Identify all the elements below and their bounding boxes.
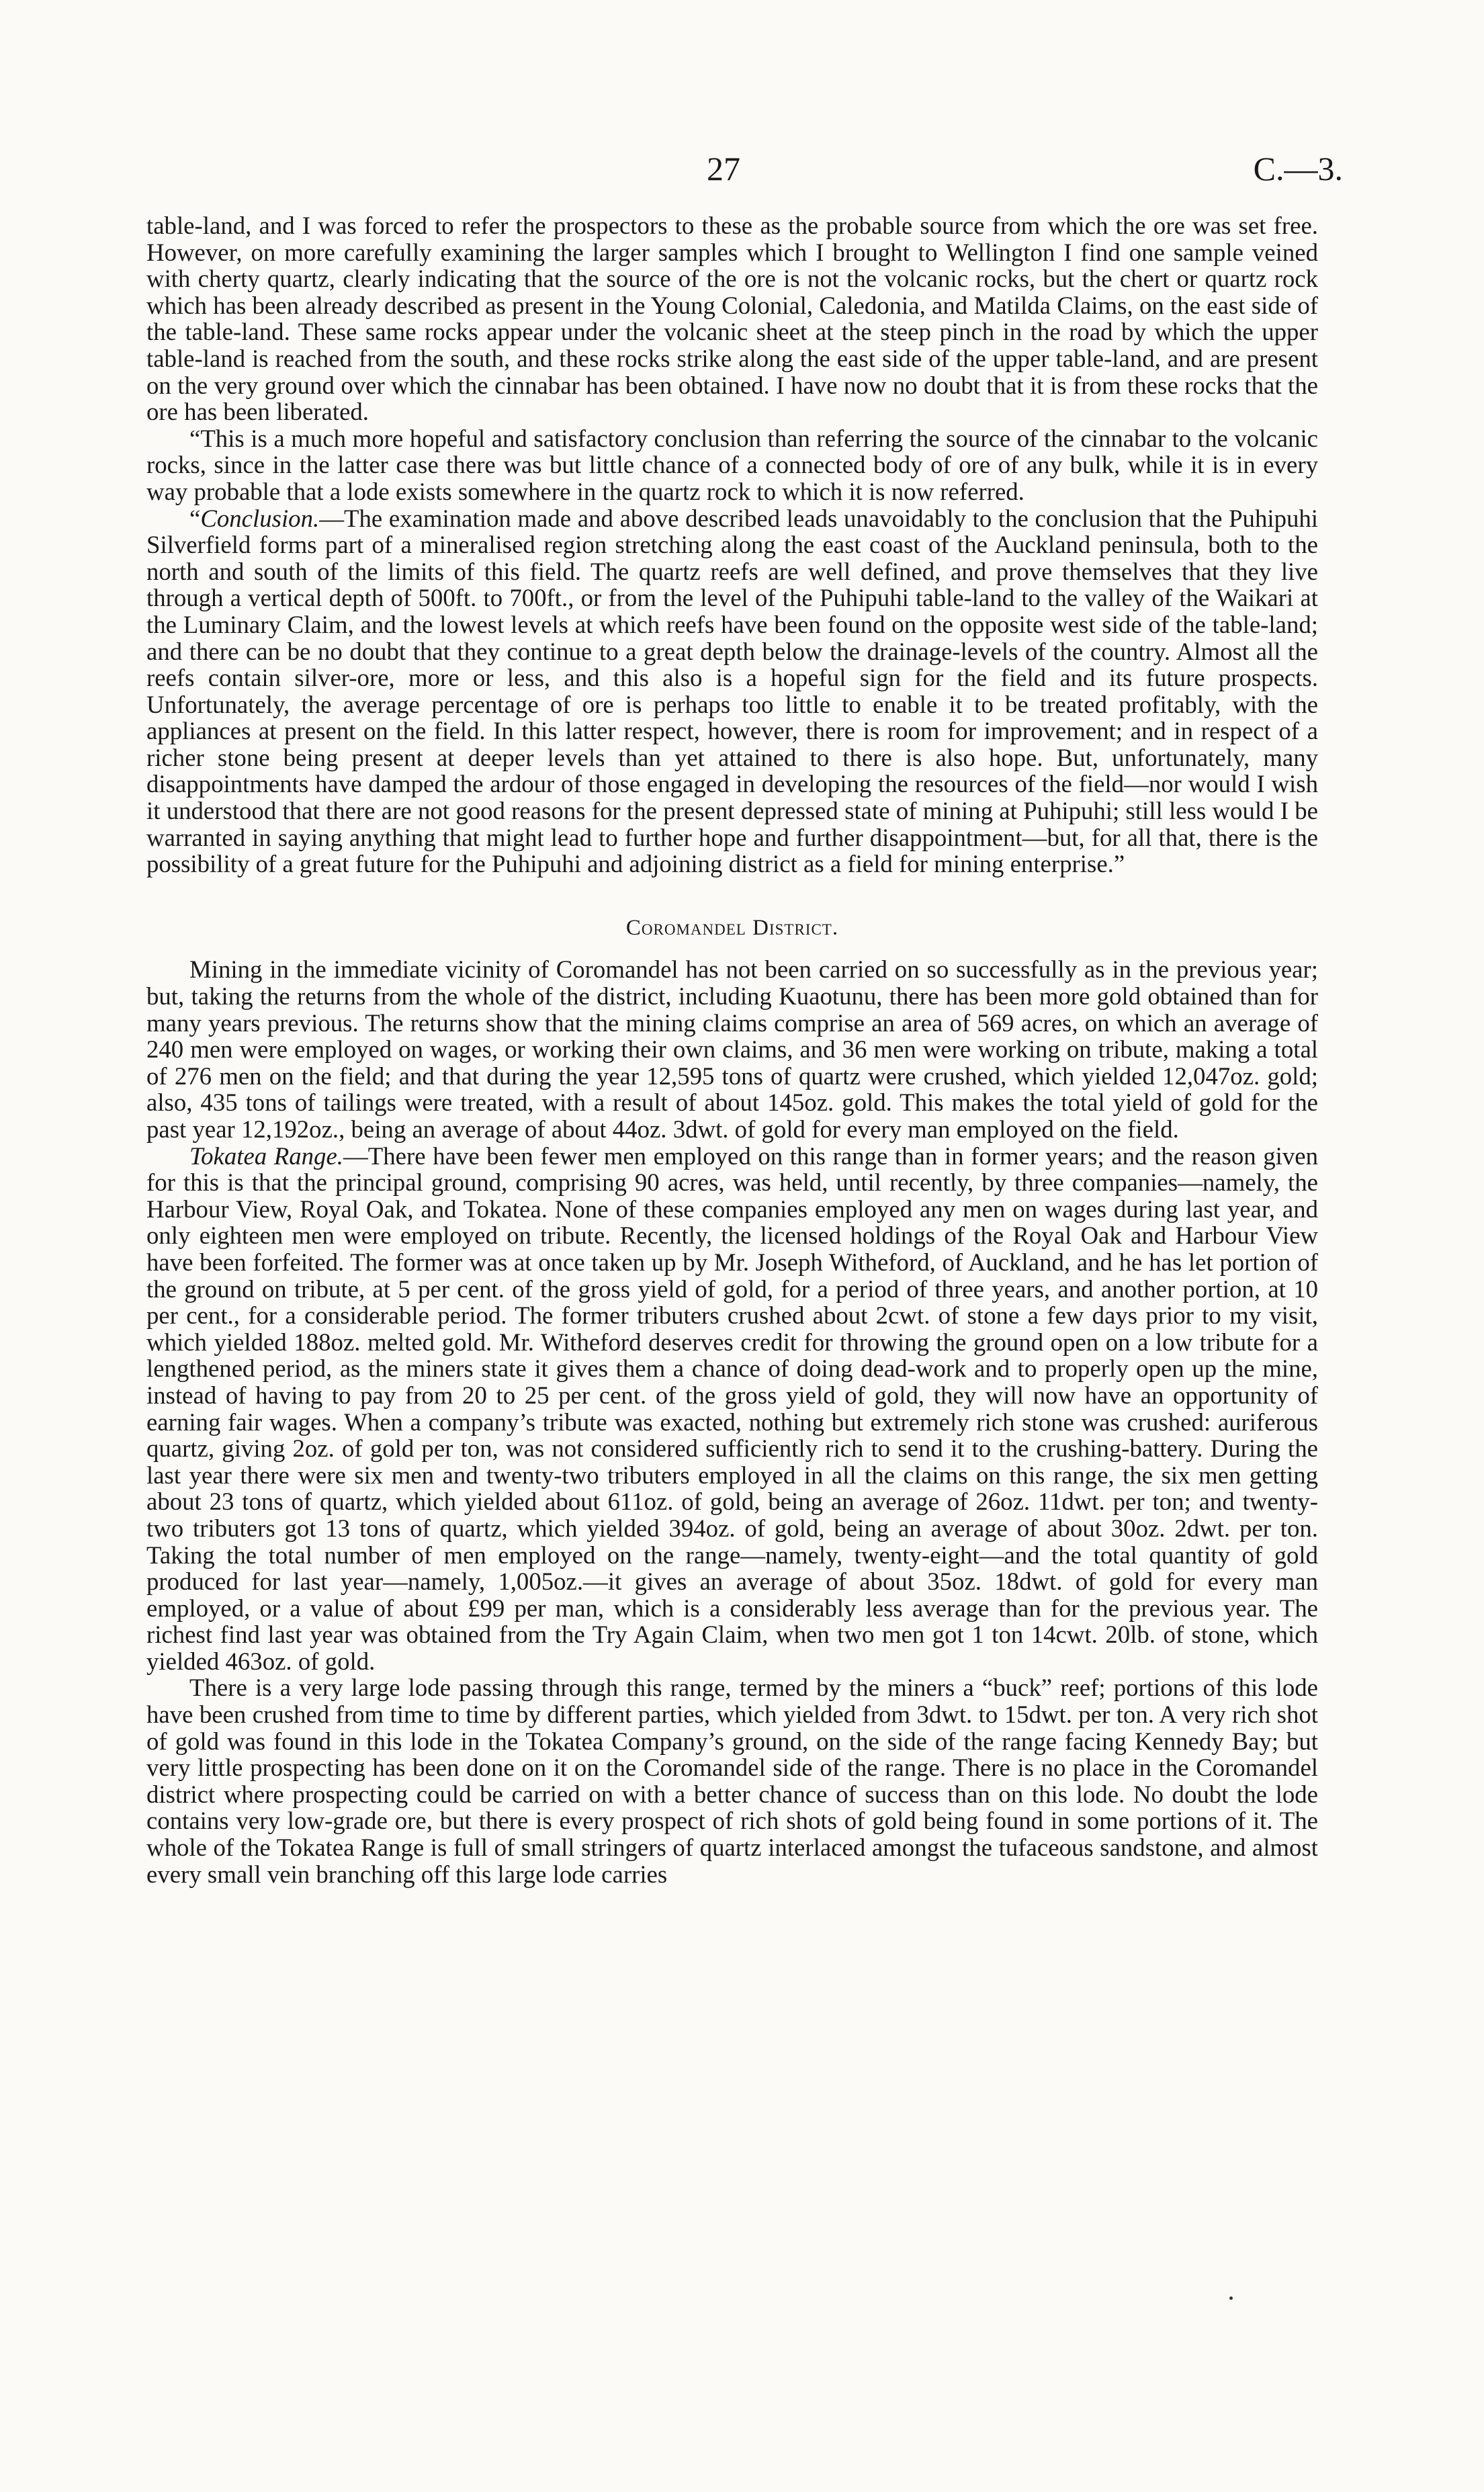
tokatea-label: Tokatea Range. <box>189 1142 343 1170</box>
conclusion-label: Conclusion. <box>200 504 320 532</box>
body-text <box>146 212 1318 1887</box>
paragraph-quote-hopeful: “This is a much more hopeful and satisfactory conclusion than referring the source of the cinnabar to the volcanic rocks, since in the latter case there was but little chance of a connected body of ore of any bulk, while it is in every way probable that a lode exists somewhere in the quartz rock to which it is now referred. <box>146 424 1318 505</box>
paragraph-tokatea <box>146 1143 1318 1675</box>
section-heading: Coromandel District. <box>625 915 839 940</box>
paragraph-conclusion <box>146 505 1318 877</box>
stray-mark <box>1229 2296 1233 2300</box>
page-number: 27 <box>707 150 740 187</box>
paragraph-buck-reef: There is a very large lode passing through this range, termed by the miners a “buck” reef; portions of this lode have been crushed from time to time by different parties, which yielded from 3dwt. to 15dwt. per ton. A very rich shot of gold was found in this lode in the Tokatea Company’s ground, on the side of the range facing Kennedy Bay; but very little prospecting has been done on it on the Coromandel side of the range. There is no place in the Coromandel district where prospecting could be carried on with a better chance of success than on this lode. No doubt the lode contains very low-grade ore, but there is every prospect of rich shots of gold being found in some portions of it. The whole of the Tokatea Range is full of small stringers of quartz interlaced amongst the tufaceous sandstone, and almost every small vein branching off this large lode carries <box>146 1674 1318 1888</box>
quote-mark: “ <box>189 504 201 532</box>
paragraph-continuation: table-land, and I was forced to refer the prospectors to these as the probable source from which the ore was set free. However, on more carefully examining the larger samples which I brought to Wellington I find one sample veined with cherty quartz, clearly indicating that the source of the ore is not the volcanic rocks, but the chert or quartz rock which has been already described as present in the Young Colonial, Caledonia, and Matilda Claims, on the east side of the table-land. These same rocks appear under the volcanic sheet at the steep pinch in the road by which the upper table-land is reached from the south, and these rocks strike along the east side of the upper table-land, and are present on the very ground over which the cinnabar has been obtained. I have now no doubt that it is from these rocks that the ore has been liberated. <box>146 212 1318 426</box>
paragraph-coromandel: Mining in the immediate vicinity of Coromandel has not been carried on so successfully as in the previous year; but, taking the returns from the whole of the district, including Kuaotunu, there has been more gold obtained than for many years previous. The returns show that the mining claims comprise an area of 569 acres, on which an average of 240 men were employed on wages, or working their own claims, and 36 men were working on tribute, making a total of 276 men on the field; and that during the year 12,595 tons of quartz were crushed, which yielded 12,047oz. gold; also, 435 tons of tailings were treated, with a result of about 145oz. gold. This makes the total yield of gold for the past year 12,192oz., being an average of about 44oz. 3dwt. of gold for every man employed on the field. <box>146 955 1318 1143</box>
page-header <box>0 149 1484 196</box>
conclusion-text: —The examination made and above described leads unavoidably to the conclusion that the Puhipuhi Silverfield forms part of a mineralised region stretching along the east coast of the Auckland peninsula, both to the north and south of the limits of this field. The quartz reefs are well defined, and prove themselves that they live through a vertical depth of 500ft. to 700ft., or from the level of the Puhipuhi table-land to the valley of the Waikari at the Luminary Claim, and the lowest levels at which reefs have been found on the opposite west side of the table-land; and there can be no doubt that they continue to a great depth below the drainage-levels of the country. Almost all the reefs contain silver-ore, more or less, and this also is a hopeful sign for the field and its future prospects. Unfortunately, the average percentage of ore is perhaps too little to enable it to be treated profitably, with the appliances at present on the field. In this latter respect, however, there is room for improvement; and in respect of a richer stone being present at deeper levels than yet attained to there is also hope. But, unfortunately, many disappointments have damped the ardour of those engaged in developing the resources of the field—nor would I wish it understood that there are not good reasons for the present depressed state of mining at Puhipuhi; still less would I be warranted in saying anything that might lead to further hope and further disappointment—but, for all that, there is the possibility of a great future for the Puhipuhi and adjoining district as a field for mining enterprise.” <box>146 504 1318 878</box>
tokatea-text: —There have been fewer men employed on this range than in former years; and the reason given for this is that the principal ground, comprising 90 acres, was held, until recently, by three companies—namely, the Harbour View, Royal Oak, and Tokatea. None of these companies employed any men on wages during last year, and only eighteen men were employed on tribute. Recently, the licensed holdings of the Royal Oak and Harbour View have been forfeited. The former was at once taken up by Mr. Joseph Witheford, of Auckland, and he has let portion of the ground on tribute, at 5 per cent. of the gross yield of gold, for a period of three years, and another portion, at 10 per cent., for a considerable period. The former tributers crushed about 2cwt. of stone a few days prior to my visit, which yielded 188oz. melted gold. Mr. Witheford deserves credit for throwing the ground open on a low tribute for a lengthened period, as the miners state it gives them a chance of doing dead-work and to properly open up the mine, instead of having to pay from 20 to 25 per cent. of the gross yield of gold, they will now have an opportunity of earning fair wages. When a company’s tribute was exacted, nothing but extremely rich stone was crushed: auriferous quartz, giving 2oz. of gold per ton, was not considered sufficiently rich to send it to the crushing-battery. During the last year there were six men and twenty-two tributers employed in all the claims on this range, the six men getting about 23 tons of quartz, which yielded about 611oz. of gold, being an average of 26oz. 11dwt. per ton; and twenty-two tributers got 13 tons of quartz, which yielded 394oz. of gold, being an average of about 30oz. 2dwt. per ton. Taking the total number of men employed on the range—namely, twenty-eight—and the total quantity of gold produced for last year—namely, 1,005oz.—it gives an average of about 35oz. 18dwt. of gold for every man employed, or a value of about £99 per man, which is a considerably less average than for the previous year. The richest find last year was obtained from the Try Again Claim, when two men got 1 ton 14cwt. 20lb. of stone, which yielded 463oz. of gold. <box>146 1142 1318 1675</box>
document-reference: C.—3. <box>1253 150 1343 187</box>
